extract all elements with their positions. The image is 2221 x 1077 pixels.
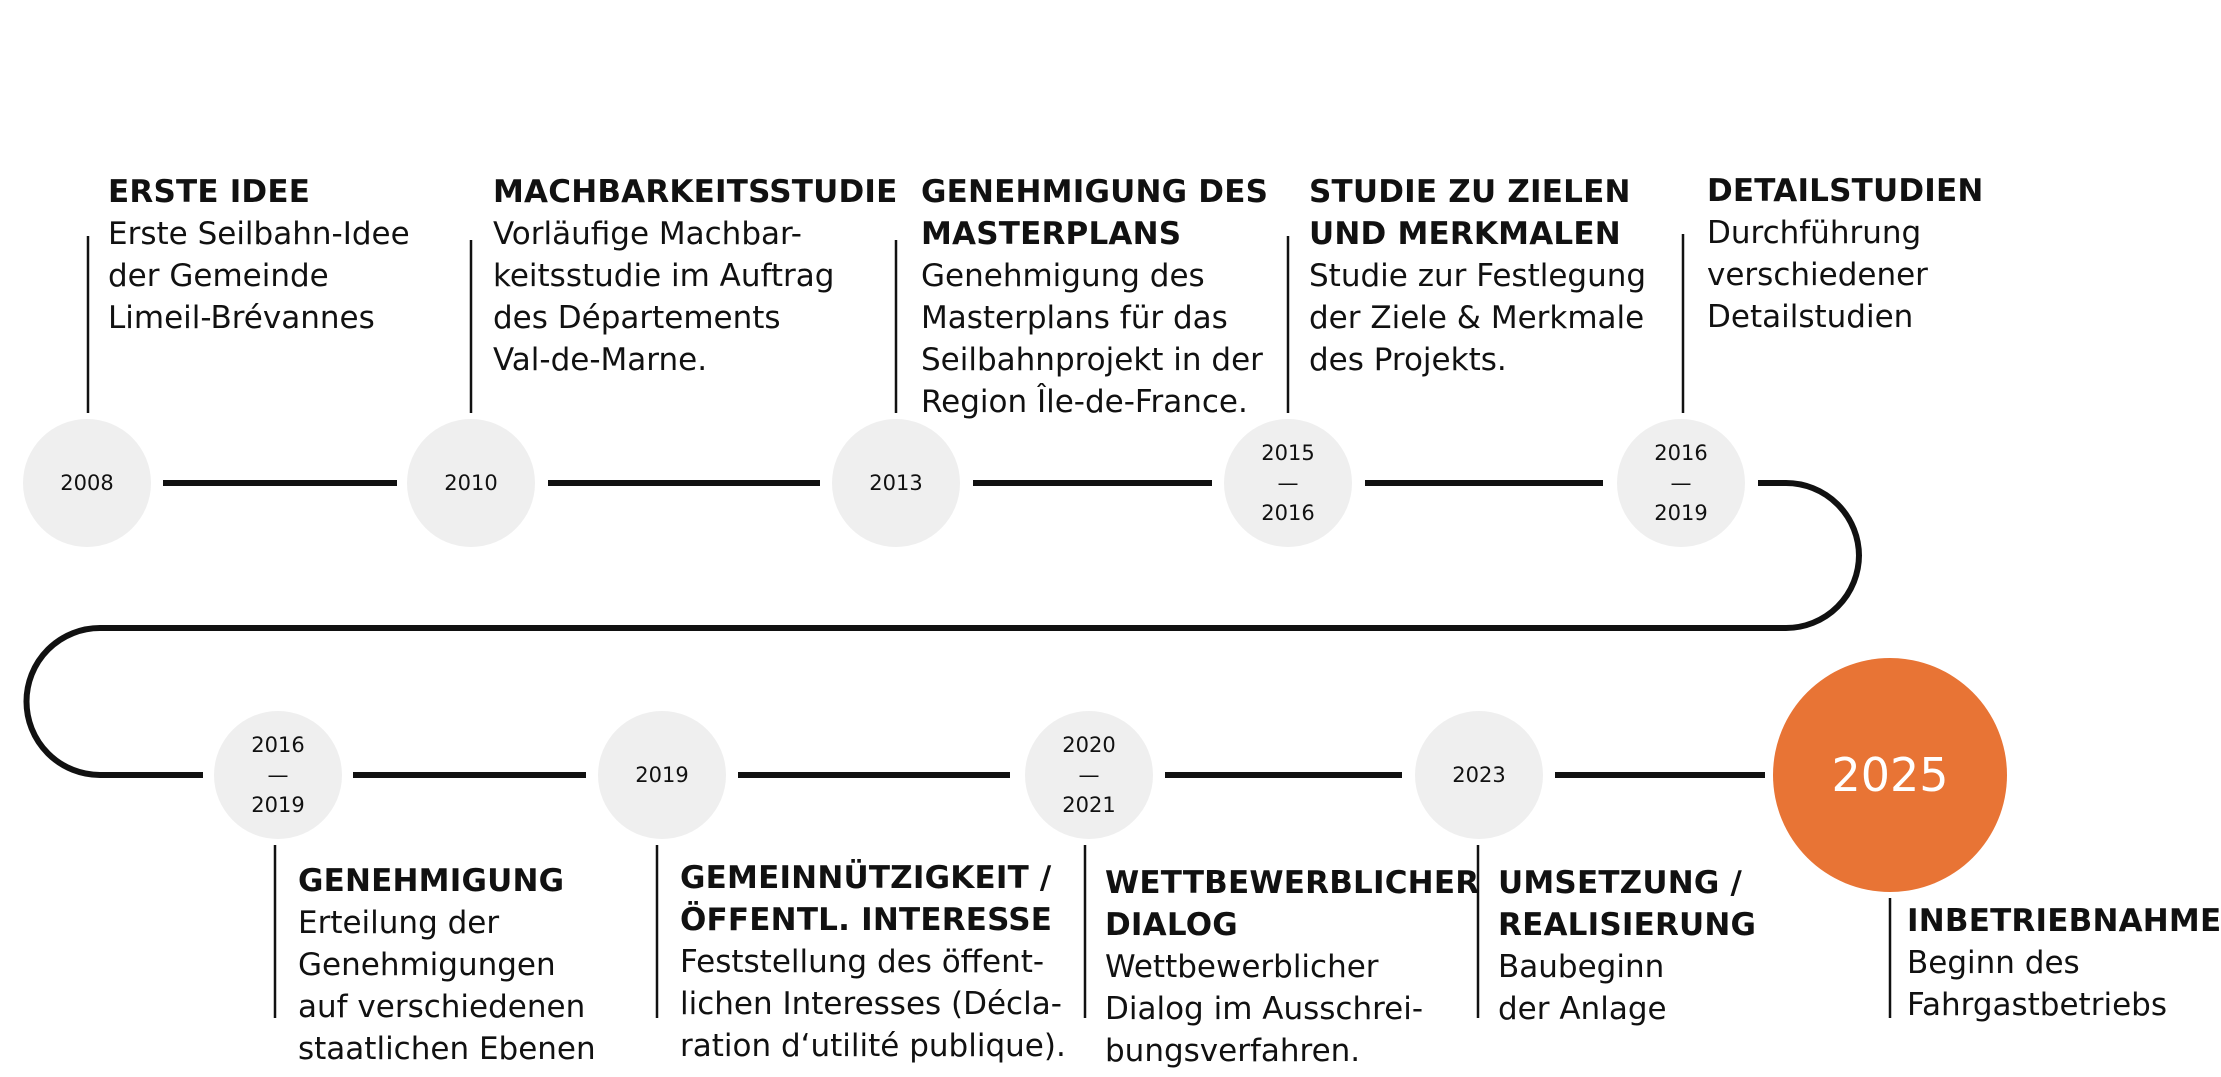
milestone-year: 2013 — [869, 471, 923, 495]
milestone-year: 2019 — [251, 793, 305, 817]
milestone-title: WETTBEWERBLICHER DIALOG — [1105, 865, 1480, 943]
milestone-text-block — [108, 171, 410, 339]
milestone-title: MACHBARKEITSSTUDIE — [493, 174, 898, 210]
milestone-description: Erteilung der Genehmigungen auf verschiedenen staatlichen Ebenen — [298, 905, 596, 1067]
milestone-text-block — [1707, 170, 1984, 338]
milestone-title: UMSETZUNG / REALISIERUNG — [1498, 865, 1757, 943]
milestone-year: 2021 — [1062, 793, 1116, 817]
milestone-text-block — [298, 860, 596, 1070]
milestone-year: 2016 — [1654, 441, 1708, 465]
milestone-text-block — [493, 171, 898, 381]
milestone-year: 2016 — [1261, 501, 1315, 525]
milestone-year: 2015 — [1261, 441, 1315, 465]
milestone-year: 2016 — [251, 733, 305, 757]
milestone-year: 2019 — [635, 763, 689, 787]
milestone-title: GENEHMIGUNG DES MASTERPLANS — [921, 174, 1269, 252]
milestone-description: Durchführung verschiedener Detailstudien — [1707, 215, 1928, 335]
milestone-text-block — [1907, 900, 2221, 1026]
milestone-text-block — [680, 857, 1066, 1067]
milestone-description: Erste Seilbahn-Idee der Gemeinde Limeil-Brévannes — [108, 216, 410, 336]
milestone-title: STUDIE ZU ZIELEN UND MERKMALEN — [1309, 174, 1631, 252]
milestone-title: GENEHMIGUNG — [298, 863, 565, 899]
milestone-year: 2023 — [1452, 763, 1506, 787]
milestone-title: INBETRIEBNAHME — [1907, 903, 2221, 939]
milestone-year: 2025 — [1831, 748, 1949, 802]
milestone-description: Beginn des Fahrgastbetriebs — [1907, 945, 2167, 1023]
milestone-year: — — [1670, 471, 1692, 495]
milestone-description: Genehmigung des Masterplans für das Seilbahnprojekt in der Region Île-de-France. — [921, 258, 1263, 420]
milestone-text-block — [1105, 862, 1479, 1072]
milestone-description: Baubeginn der Anlage — [1498, 949, 1667, 1027]
milestone-year: 2010 — [444, 471, 498, 495]
milestone-description: Studie zur Festlegung der Ziele & Merkmale des Projekts. — [1309, 258, 1647, 378]
milestone-title: DETAILSTUDIEN — [1707, 173, 1984, 209]
milestone-year: — — [1078, 763, 1100, 787]
milestone-year: 2020 — [1062, 733, 1116, 757]
milestone-title: GEMEINNÜTZIGKEIT / ÖFFENTL. INTERESSE — [680, 860, 1053, 938]
milestone-text-block — [921, 171, 1268, 423]
milestone-title: ERSTE IDEE — [108, 174, 311, 210]
milestone-description: Feststellung des öffent- lichen Interesses (Décla- ration d‘utilité publique). — [680, 944, 1066, 1064]
milestone-year: — — [267, 763, 289, 787]
milestone-description: Vorläufige Machbar- keitsstudie im Auftrag des Départements Val-de-Marne. — [493, 216, 835, 378]
milestone-text-block — [1498, 862, 1756, 1030]
milestone-year: — — [1277, 471, 1299, 495]
milestone-description: Wettbewerblicher Dialog im Ausschrei- bungsverfahren. — [1105, 949, 1424, 1069]
milestone-year: 2008 — [60, 471, 114, 495]
milestone-year: 2019 — [1654, 501, 1708, 525]
milestone-text-block — [1309, 171, 1646, 381]
